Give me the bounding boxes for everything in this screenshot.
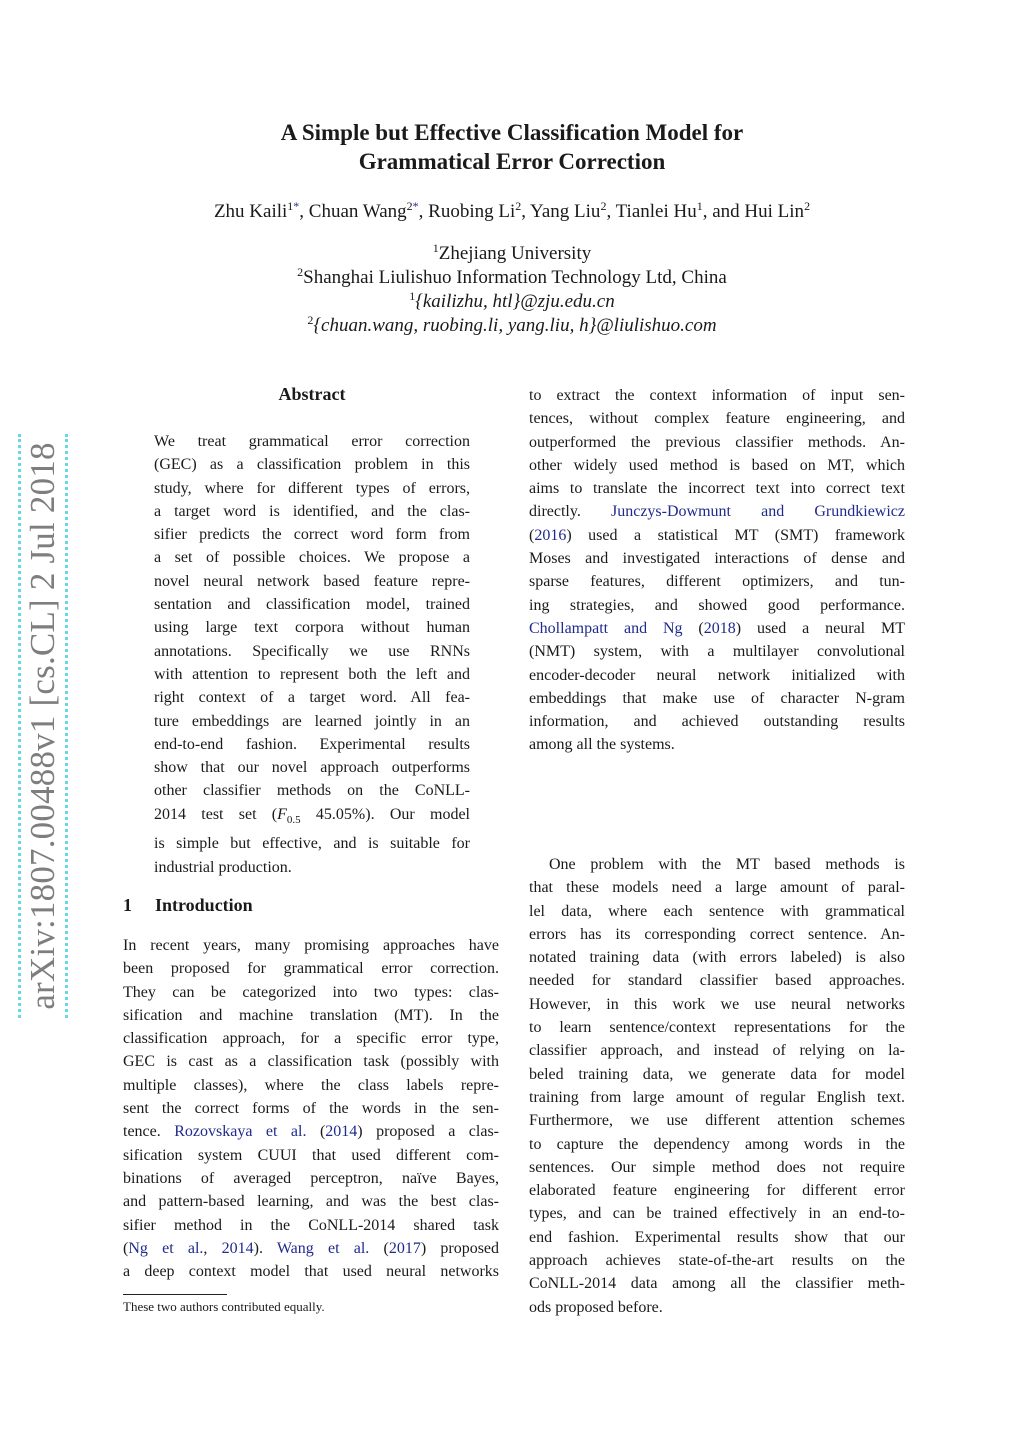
body-line: elaborated feature engineering for different error bbox=[529, 1182, 905, 1200]
citation-year-link[interactable]: 2014 bbox=[221, 1239, 254, 1257]
intro-line: been proposed for grammatical error correction. bbox=[123, 960, 499, 978]
body-line: needed for standard classifier based approaches. bbox=[529, 972, 905, 990]
text-run: ) used a neural MT bbox=[735, 619, 906, 637]
citation-link[interactable]: Rozovskaya et al. bbox=[174, 1123, 307, 1141]
body-line: encoder-decoder neural network initialized with bbox=[529, 666, 905, 684]
intro-line: multiple classes), where the class labels repre- bbox=[123, 1076, 499, 1094]
arxiv-stamp-text: arXiv:1807.00488v1 [cs.CL] 2 Jul 2018 bbox=[23, 442, 62, 1010]
abstract-line: industrial production. bbox=[154, 858, 292, 876]
body-line: ods proposed before. bbox=[529, 1298, 663, 1316]
text-run: ( bbox=[123, 1239, 129, 1257]
author-name: Zhu Kaili bbox=[213, 201, 288, 222]
text-run: , bbox=[203, 1239, 222, 1257]
body-line: CoNLL-2014 data among all the classifier meth- bbox=[529, 1275, 905, 1293]
author-name: Chuan Wang bbox=[308, 201, 407, 222]
author-affil-sup: 2 bbox=[804, 199, 811, 213]
text-run: ) proposed a clas- bbox=[357, 1123, 500, 1141]
author-footnote-mark[interactable]: * bbox=[293, 199, 300, 213]
body-line: to capture the dependency among words in the bbox=[529, 1135, 905, 1153]
body-line: training from large amount of regular English text. bbox=[529, 1088, 905, 1106]
affil-sup: 1 bbox=[432, 241, 439, 255]
arxiv-stamp bbox=[18, 434, 68, 1018]
author-name: Yang Liu bbox=[530, 201, 601, 222]
body-line: Moses and investigated interactions of dense and bbox=[529, 550, 905, 568]
text-run: 45.05%). Our model bbox=[300, 805, 470, 823]
abstract-heading: Abstract bbox=[278, 384, 346, 404]
affiliation-2 bbox=[0, 266, 1024, 290]
body-line: notated training data (with errors labeled) is also bbox=[529, 949, 905, 967]
author-affil-sup: 1 bbox=[287, 199, 294, 213]
body-line bbox=[529, 524, 905, 547]
title-line-2: Grammatical Error Correction bbox=[358, 149, 666, 174]
body-line: Furthermore, we use different attention schemes bbox=[529, 1112, 905, 1130]
text-run: ) proposed bbox=[420, 1239, 500, 1257]
body-line: embeddings that make use of character N-gram bbox=[529, 689, 905, 707]
abstract-line: is simple but effective, and is suitable for bbox=[154, 835, 470, 853]
section-title: Introduction bbox=[155, 895, 253, 915]
author-affil-sup: 2 bbox=[406, 199, 413, 213]
intro-line: They can be categorized into two types: clas- bbox=[123, 983, 499, 1001]
affiliations bbox=[0, 242, 1024, 338]
abstract-line: other classifier methods on the CoNLL- bbox=[154, 782, 470, 800]
body-line bbox=[529, 500, 905, 523]
intro-line: a deep context model that used neural networks bbox=[123, 1263, 499, 1281]
body-line: information, and achieved outstanding results bbox=[529, 713, 905, 731]
body-line: beled training data, we generate data for model bbox=[529, 1065, 905, 1083]
body-line: One problem with the MT based methods is bbox=[549, 856, 905, 873]
text-run: ). bbox=[253, 1239, 277, 1257]
citation-link[interactable]: Chollampatt and Ng bbox=[529, 619, 683, 637]
body-line: lel data, where each sentence with grammatical bbox=[529, 902, 905, 920]
abstract-line: a target word is identified, and the clas- bbox=[154, 502, 470, 520]
email-2 bbox=[0, 314, 1024, 338]
body-line: tences, without complex feature engineering, and bbox=[529, 410, 905, 428]
footnote-rule bbox=[123, 1294, 227, 1295]
author-name: Tianlei Hu bbox=[615, 201, 697, 222]
email-domain: @liulishuo.com bbox=[596, 315, 717, 336]
text-run: ( bbox=[529, 526, 535, 544]
abstract-line: annotations. Specifically we use RNNs bbox=[154, 642, 470, 660]
affil-text: Shanghai Liulishuo Information Technology Ltd, China bbox=[303, 267, 727, 288]
intro-line: sification and machine translation (MT). In the bbox=[123, 1006, 499, 1024]
abstract-body bbox=[154, 430, 470, 879]
abstract-line: study, where for different types of errors, bbox=[154, 479, 470, 497]
math-subscript: 0.5 bbox=[286, 813, 301, 826]
text-run: ( bbox=[682, 619, 704, 637]
body-line: aims to translate the incorrect text into correct text bbox=[529, 480, 905, 498]
citation-year-link[interactable]: 2016 bbox=[534, 526, 567, 544]
body-line: to learn sentence/context representations for the bbox=[529, 1019, 905, 1037]
author-separator: , bbox=[299, 201, 305, 222]
author-affil-sup: 2 bbox=[515, 199, 522, 213]
abstract-line: novel neural network based feature repre- bbox=[154, 572, 470, 590]
abstract-line bbox=[154, 803, 470, 832]
intro-line: In recent years, many promising approaches have bbox=[123, 937, 499, 954]
body-line: types, and can be trained effectively in an end-to- bbox=[529, 1205, 905, 1223]
body-line: to extract the context information of input sen- bbox=[529, 387, 905, 404]
section-heading-introduction bbox=[123, 895, 253, 916]
email-1 bbox=[0, 290, 1024, 314]
right-column-continuation bbox=[529, 384, 905, 757]
author-list bbox=[0, 199, 1024, 225]
text-run: ( bbox=[306, 1123, 326, 1141]
body-line: classifier approach, and instead of relying on la- bbox=[529, 1042, 905, 1060]
intro-line: GEC is cast as a classification task (possibly with bbox=[123, 1053, 499, 1071]
affil-sup: 2 bbox=[307, 313, 314, 327]
body-line: ing strategies, and showed good performance. bbox=[529, 596, 905, 614]
right-column-paragraph bbox=[529, 853, 905, 1319]
author-name: and Hui Lin bbox=[712, 201, 805, 222]
text-run: ) used a statistical MT (SMT) framework bbox=[566, 526, 905, 544]
abstract-line: a set of possible choices. We propose a bbox=[154, 549, 470, 567]
body-line: approach achieves state-of-the-art results on the bbox=[529, 1252, 905, 1270]
abstract-line: We treat grammatical error correction bbox=[154, 433, 470, 450]
body-line: errors has its corresponding correct sentence. An- bbox=[529, 925, 905, 943]
abstract-line: using large text corpora without human bbox=[154, 619, 470, 637]
citation-link[interactable]: Wang et al. bbox=[276, 1239, 370, 1257]
affil-sup: 2 bbox=[297, 265, 304, 279]
abstract-line: sentation and classification model, trained bbox=[154, 596, 470, 614]
citation-year-link[interactable]: 2018 bbox=[703, 619, 736, 637]
author-separator: , bbox=[702, 201, 708, 222]
intro-line bbox=[123, 1120, 499, 1143]
citation-year-link[interactable]: 2014 bbox=[325, 1123, 358, 1141]
citation-year-link[interactable]: 2017 bbox=[388, 1239, 421, 1257]
body-line: other widely used method is based on MT, which bbox=[529, 456, 905, 474]
intro-line: sification system CUUI that used different com- bbox=[123, 1146, 499, 1164]
email-domain: @zju.edu.cn bbox=[520, 291, 615, 312]
intro-line: sifier method in the CoNLL-2014 shared task bbox=[123, 1216, 499, 1234]
body-line: end fashion. Experimental results show that our bbox=[529, 1228, 905, 1246]
paper-title bbox=[0, 118, 1024, 176]
intro-line bbox=[123, 1237, 499, 1260]
author-footnote-mark[interactable]: * bbox=[412, 199, 419, 213]
affiliation-1 bbox=[0, 242, 1024, 266]
affil-text: Zhejiang University bbox=[438, 243, 592, 264]
body-line: (NMT) system, with a multilayer convolutional bbox=[529, 643, 905, 661]
abstract-line: with attention to represent both the left and bbox=[154, 665, 470, 683]
section-number: 1 bbox=[123, 895, 132, 915]
email-names: {chuan.wang, ruobing.li, yang.liu, h} bbox=[313, 315, 597, 336]
introduction-body bbox=[123, 934, 499, 1283]
abstract-line: right context of a target word. All fea- bbox=[154, 689, 470, 707]
intro-line: classification approach, for a specific error type, bbox=[123, 1030, 499, 1048]
body-line: sparse features, different optimizers, and tun- bbox=[529, 573, 905, 591]
body-line: However, in this work we use neural networks bbox=[529, 995, 905, 1013]
text-run: directly. bbox=[529, 503, 611, 521]
title-line-1: A Simple but Effective Classification Model for bbox=[280, 120, 744, 145]
email-names: {kailizhu, htl} bbox=[415, 291, 521, 312]
abstract-line: (GEC) as a classification problem in this bbox=[154, 456, 470, 474]
affil-sup: 1 bbox=[409, 289, 416, 303]
citation-link[interactable]: Junczys-Dowmunt and Grundkiewicz bbox=[610, 503, 906, 521]
text-run: 2014 test set ( bbox=[154, 805, 278, 823]
author-affil-sup: 2 bbox=[600, 199, 607, 213]
abstract-line: ture embeddings are learned jointly in an bbox=[154, 712, 470, 730]
author-name: Ruobing Li bbox=[428, 201, 516, 222]
body-line: outperformed the previous classifier methods. An- bbox=[529, 433, 905, 451]
math-symbol: F bbox=[277, 805, 287, 823]
author-separator: , bbox=[521, 201, 526, 222]
intro-line: binations of averaged perceptron, naïve Bayes, bbox=[123, 1169, 499, 1187]
abstract-line: sifier predicts the correct word form from bbox=[154, 526, 470, 544]
author-affil-sup: 1 bbox=[696, 199, 703, 213]
body-line: among all the systems. bbox=[529, 736, 675, 754]
text-run: tence. bbox=[123, 1123, 175, 1141]
abstract-line: show that our novel approach outperforms bbox=[154, 759, 470, 777]
author-separator: , bbox=[606, 201, 612, 222]
footnote: These two authors contributed equally. bbox=[123, 1299, 325, 1314]
abstract-line: end-to-end fashion. Experimental results bbox=[154, 735, 470, 753]
body-line bbox=[529, 617, 905, 640]
author-separator: , bbox=[418, 201, 424, 222]
body-line: sentences. Our simple method does not require bbox=[529, 1158, 905, 1176]
text-run: ( bbox=[369, 1239, 389, 1257]
intro-line: and pattern-based learning, and was the best clas- bbox=[123, 1193, 499, 1211]
body-line: that these models need a large amount of paral- bbox=[529, 879, 905, 897]
citation-link[interactable]: Ng et al. bbox=[128, 1239, 204, 1257]
intro-line: sent the correct forms of the words in the sen- bbox=[123, 1100, 499, 1118]
